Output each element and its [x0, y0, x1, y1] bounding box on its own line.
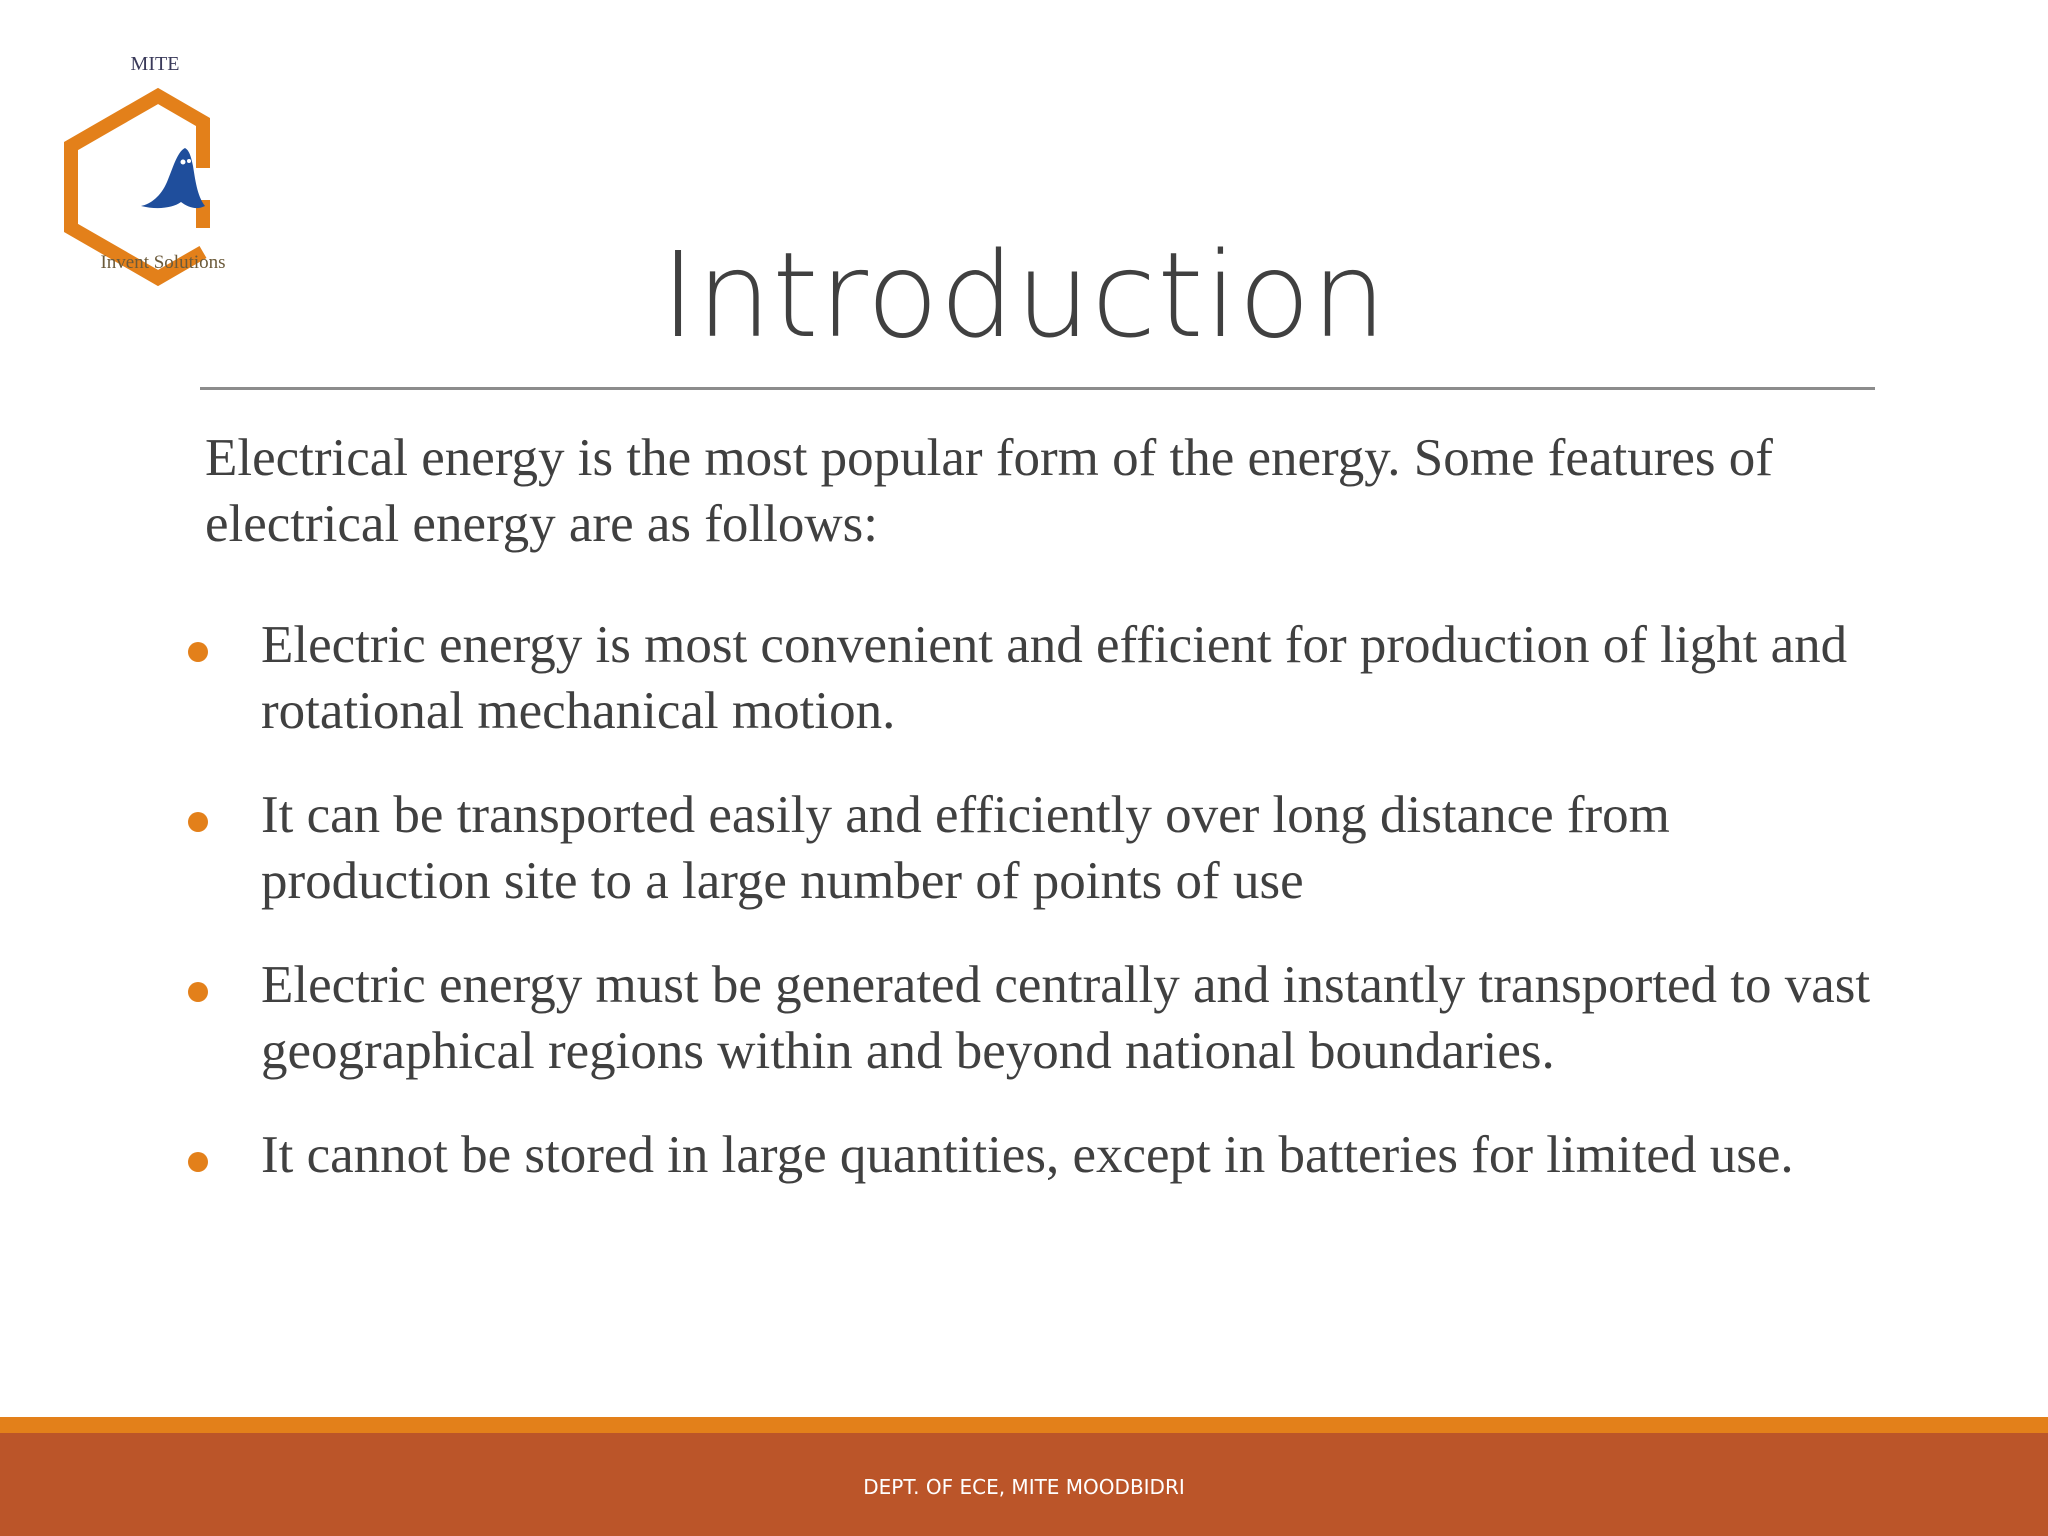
bullet-text: Electric energy must be generated centrally and instantly transported to vast geographical regions within and beyond national boundaries.	[261, 956, 1871, 1080]
bullet-item	[180, 1122, 1880, 1188]
svg-text:MITE: MITE	[130, 53, 180, 75]
intro-paragraph: Electrical energy is the most popular form of the energy. Some features of electrical energy are as follows:	[205, 429, 1773, 553]
bullet-text: Electric energy is most convenient and efficient for production of light and rotational mechanical motion.	[261, 616, 1848, 740]
bullet-dot-icon	[188, 1152, 208, 1172]
logo-bottom-text: Invent Solutions	[100, 252, 226, 273]
bullet-text: It cannot be stored in large quantities, except in batteries for limited use.	[261, 1126, 1794, 1184]
bullet-dot-icon	[188, 642, 208, 662]
slide-title: Introduction	[660, 226, 1388, 364]
bullet-item	[180, 612, 1880, 744]
bullet-dot-icon	[188, 812, 208, 832]
title-divider	[200, 387, 1875, 390]
footer-accent-stripe	[0, 1417, 2048, 1433]
bullet-list	[180, 612, 1880, 1226]
footer-text: DEPT. OF ECE, MITE MOODBIDRI	[863, 1475, 1185, 1499]
bullet-text: It can be transported easily and efficiently over long distance from production site to a large number of points of use	[261, 786, 1670, 910]
bullet-item	[180, 952, 1880, 1084]
bullet-item	[180, 782, 1880, 914]
bullet-dot-icon	[188, 982, 208, 1002]
